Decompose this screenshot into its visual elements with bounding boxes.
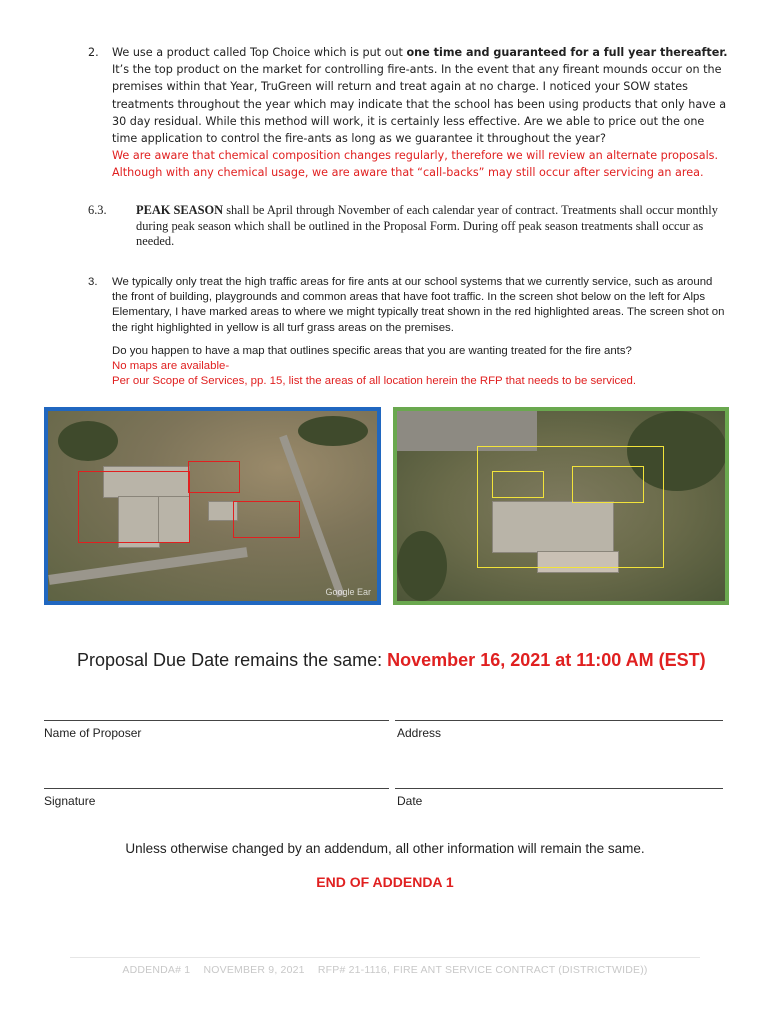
question-2-response: We are aware that chemical composition changes regularly, therefore we will review an alternate proposals. Although with any chemical usage, we are aware that “call-backs” may still occur after servicing an area. xyxy=(112,149,719,180)
question-3-map-question: Do you happen to have a map that outlines specific areas that you are wanting treated for the fire ants? xyxy=(112,344,632,357)
signature-label: Signature xyxy=(44,794,96,808)
due-date-value: November 16, 2021 at 11:00 AM (EST) xyxy=(387,650,706,670)
neighborhood xyxy=(397,411,537,451)
question-2 xyxy=(88,44,728,182)
end-of-addenda: END OF ADDENDA 1 xyxy=(316,874,454,890)
footer-addenda: ADDENDA# 1 xyxy=(122,964,191,976)
address-label: Address xyxy=(397,726,442,740)
footer-divider xyxy=(70,957,700,958)
tree-cluster xyxy=(58,421,118,461)
red-highlight-area xyxy=(188,461,240,493)
name-line[interactable] xyxy=(44,720,389,721)
question-3-body xyxy=(112,275,728,389)
aerial-image-turf-areas-yellow xyxy=(393,407,729,605)
peak-season-heading: PEAK SEASON xyxy=(136,203,224,217)
question-3 xyxy=(88,275,728,389)
date-line[interactable] xyxy=(395,788,723,789)
question-2-bold-text: one time and guaranteed for a full year thereafter. xyxy=(406,46,728,59)
aerial-image-alps-elementary-red xyxy=(44,407,381,605)
yellow-turf-area xyxy=(572,466,644,503)
question-2-text-start: We use a product called Top Choice which is put out xyxy=(112,46,407,59)
peak-season-text: shall be April through November of each calendar year of contract. Treatments shall occur monthly during peak season which shall be outlined in the Proposal Form. During off peak season treatments shall occur as needed. xyxy=(136,203,718,249)
question-3-response-1: No maps are available- xyxy=(112,360,230,373)
question-3-paragraph: We typically only treat the high traffic areas for fire ants at our school systems that we currently service, such as around the front of building, playgrounds and common areas that have foot traffic. In the screen shot below on the left for Alps Elementary, I have marked areas to where we might typically treat shown in the red highlighted areas. The screen shot on the right highlighted in yellow is all turf grass areas on the premises. xyxy=(112,276,725,334)
image-watermark: Google Ear xyxy=(325,587,371,597)
red-highlight-area xyxy=(233,501,300,538)
section-6-3-number: 6.3. xyxy=(88,203,107,217)
question-2-number: 2. xyxy=(88,46,99,59)
page-footer xyxy=(0,964,770,976)
tree-cluster xyxy=(298,416,368,446)
due-date-prefix: Proposal Due Date remains the same: xyxy=(77,650,388,670)
red-highlight-area xyxy=(78,471,190,543)
question-2-body xyxy=(112,44,728,182)
name-of-proposer-label: Name of Proposer xyxy=(44,726,142,740)
addendum-note: Unless otherwise changed by an addendum, all other information will remain the same. xyxy=(125,841,645,856)
question-3-number: 3. xyxy=(88,276,98,288)
date-label: Date xyxy=(397,794,423,808)
section-6-3 xyxy=(88,203,728,250)
address-line[interactable] xyxy=(395,720,723,721)
proposal-due-date xyxy=(77,650,706,671)
yellow-turf-area xyxy=(492,471,544,498)
question-3-response-2: Per our Scope of Services, pp. 15, list the areas of all location herein the RFP that needs to be serviced. xyxy=(112,375,637,388)
signature-line[interactable] xyxy=(44,788,389,789)
section-6-3-body xyxy=(136,203,728,250)
question-2-text-end: It’s the top product on the market for controlling fire-ants. In the event that any fireant mounds occur on the premises within that Year, TruGreen will return and treat again at no charge. I noticed your SOW states treatments throughout the year which may indicate that the school has been using products that only have a 30 day residual. While this method will work, it is certainly less effective. Are we able to price out the one time application to control the fire-ants as long as we guarantee it throughout the year? xyxy=(112,63,727,146)
road xyxy=(48,547,247,585)
footer-date: NOVEMBER 9, 2021 xyxy=(203,964,305,976)
yellow-turf-area xyxy=(477,446,664,568)
footer-rfp: RFP# 21-1116, FIRE ANT SERVICE CONTRACT (DISTRICTWIDE)) xyxy=(317,964,648,976)
tree-cluster xyxy=(397,531,447,601)
